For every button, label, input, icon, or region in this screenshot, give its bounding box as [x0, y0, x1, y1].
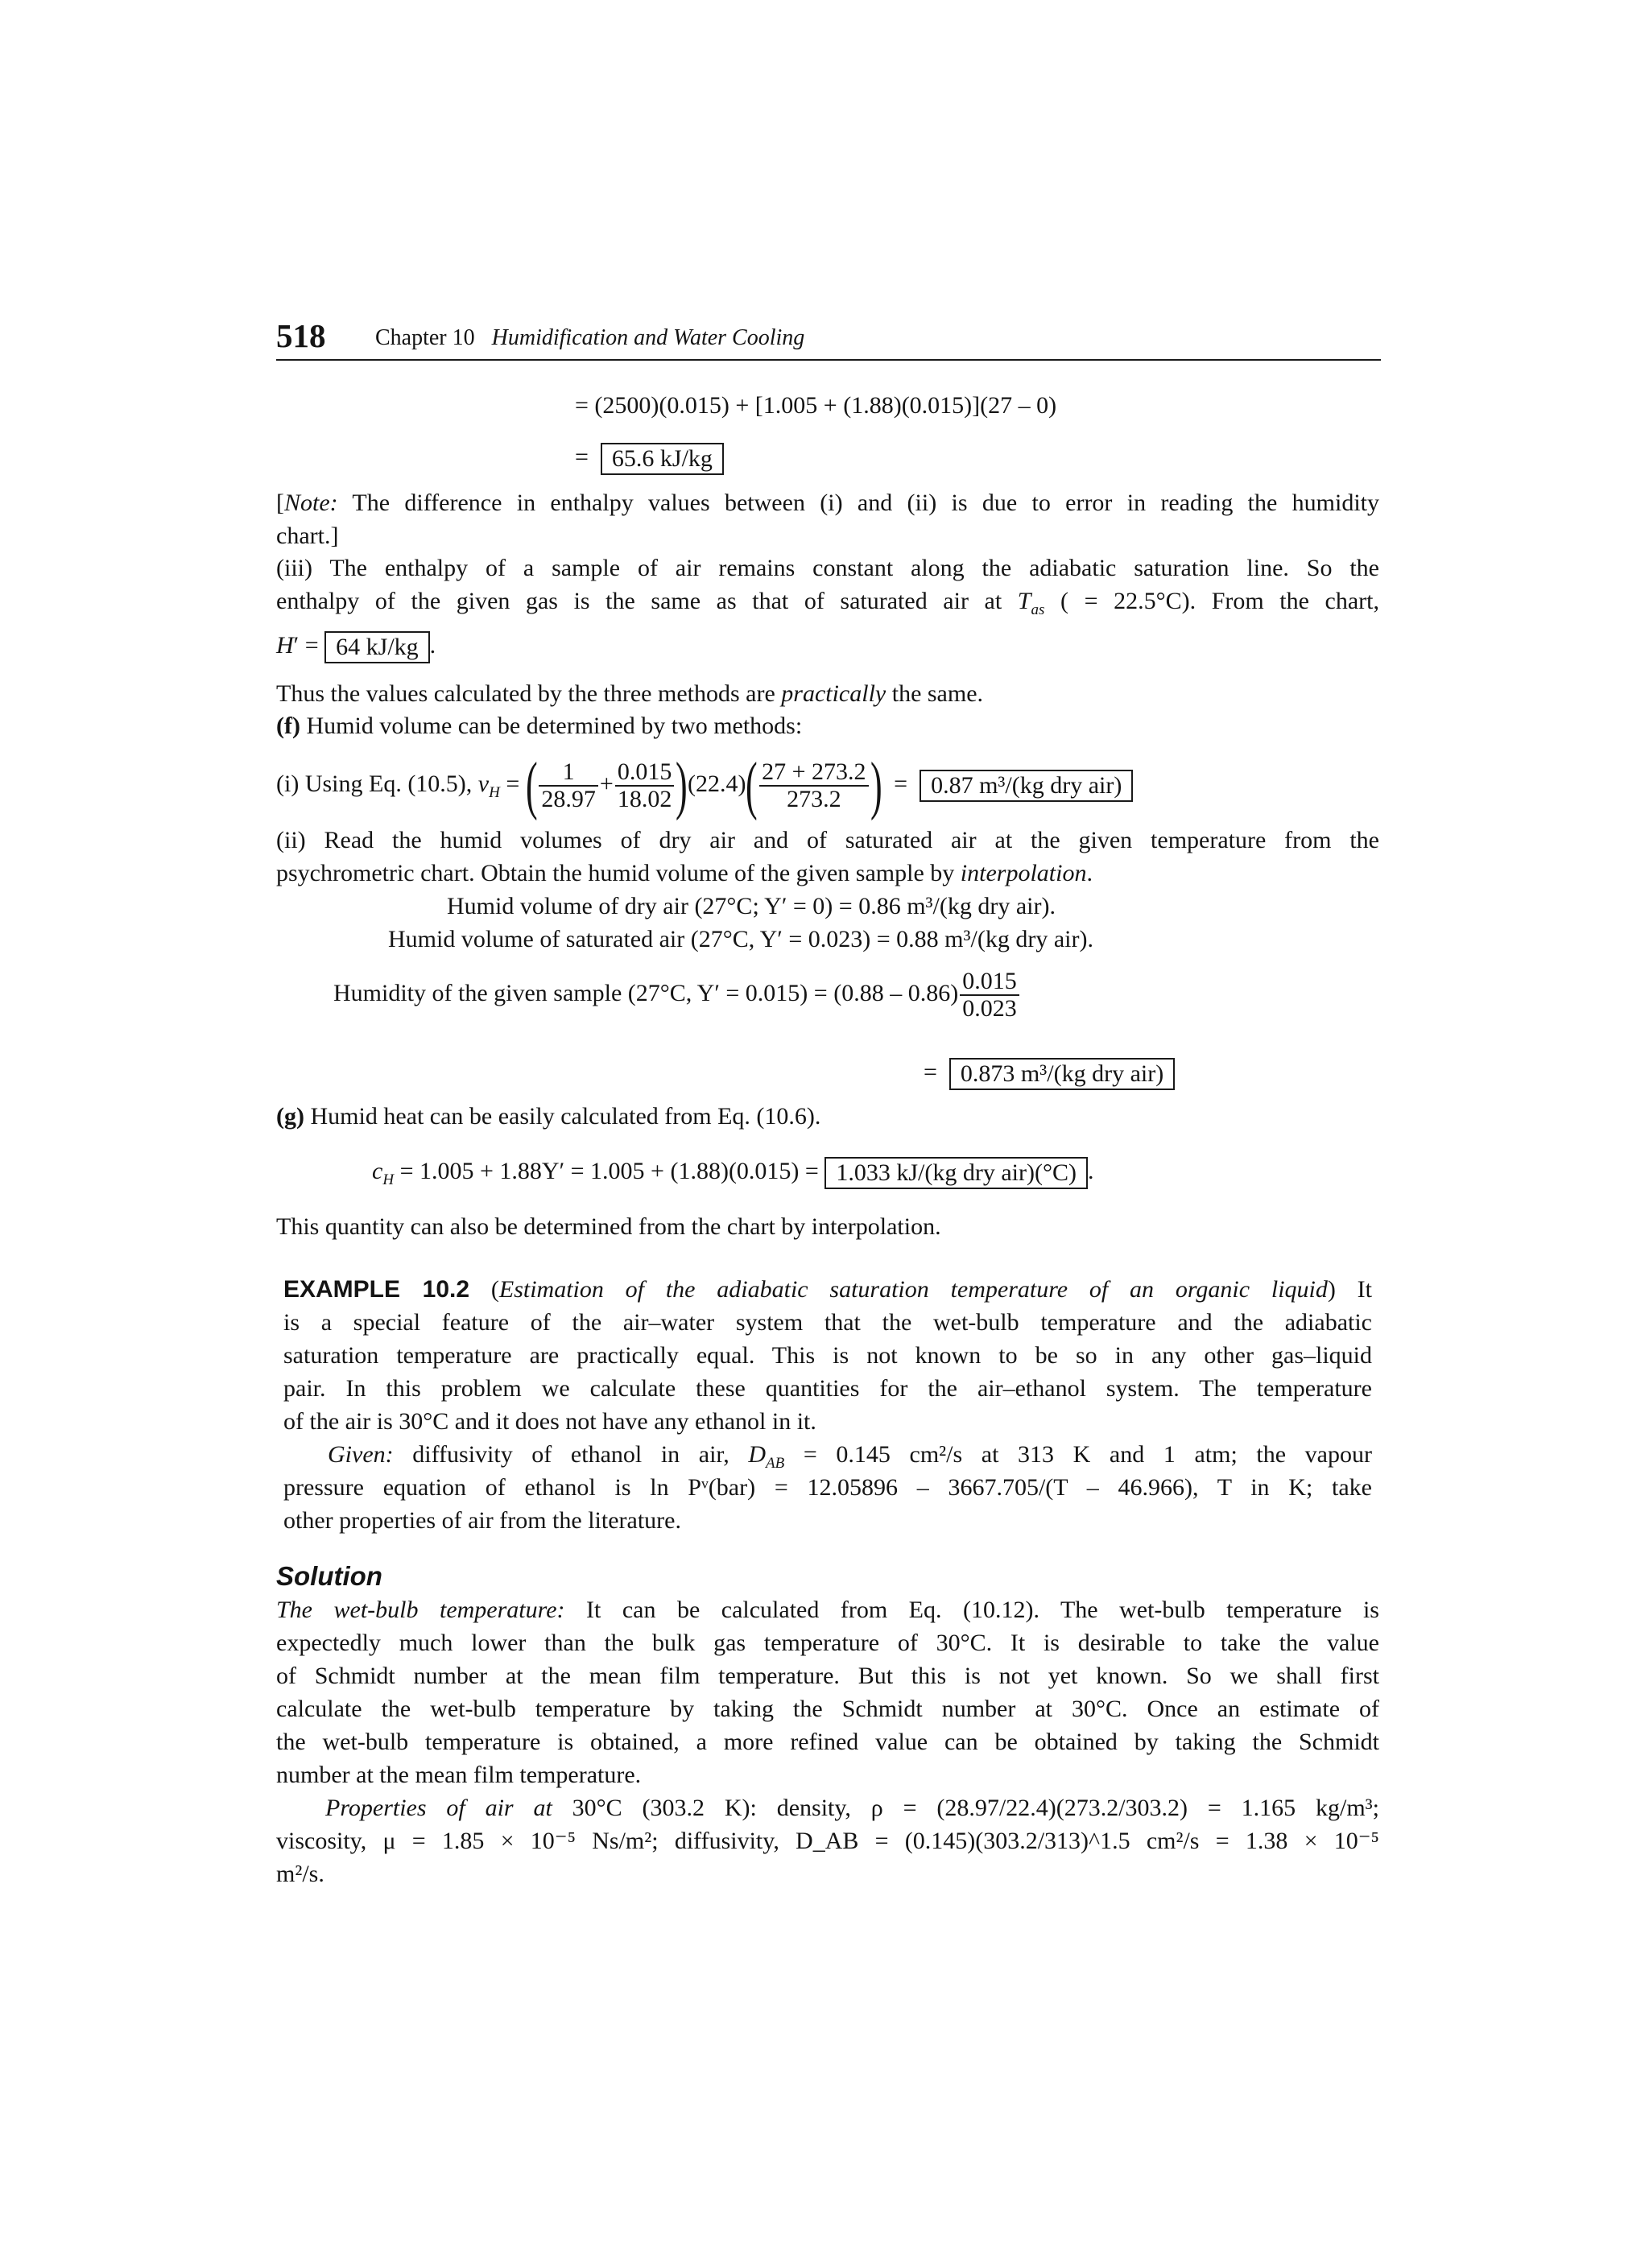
part-f-line: (f) Humid volume can be determined by two methods:: [276, 713, 803, 739]
fraction-one-over-28-97: $\frac{1}{28.97}$: [539, 759, 598, 812]
example-line-5: of the air is 30°C and it does not have any ethanol in it.: [283, 1408, 816, 1435]
chart-interpolation-line: This quantity can also be determined from the chart by interpolation.: [276, 1213, 941, 1240]
example-line-4: pair. In this problem we calculate these quantities for the air–ethanol system. The temperature: [283, 1375, 1372, 1402]
fraction-0-015-over-18-02: $\frac{0.015}{18.02}$: [615, 759, 675, 812]
page-number: 518: [276, 317, 326, 354]
example-line-2: is a special feature of the air–water system that the wet-bulb temperature and the adiabatic: [283, 1309, 1372, 1336]
note-line-1: [Note: The difference in enthalpy values between (i) and (ii) is due to error in reading the humidity: [276, 490, 1379, 516]
solution-line-5: the wet-bulb temperature is obtained, a more refined value can be obtained by taking the Schmidt: [276, 1729, 1379, 1755]
part-ii-line-2: psychrometric chart. Obtain the humid volume of the given sample by interpolation.: [276, 860, 1093, 886]
header-rule: [276, 359, 1381, 361]
humid-heat-result-box: 1.033 kJ/(kg dry air)(°C): [824, 1157, 1088, 1189]
thus-line: Thus the values calculated by the three methods are practically the same.: [276, 680, 984, 707]
example-line-3: saturation temperature are practically equal. This is not known to be so in any other gas–liquid: [283, 1342, 1372, 1369]
given-line-1: Given: diffusivity of ethanol in air, $D_{AB} = 0.145$ cm²/s at 313 K and 1 atm; the vapour: [328, 1441, 1372, 1472]
enthalpy-result-box: 65.6 kJ/kg: [601, 443, 724, 475]
part-g-line: (g) Humid heat can be easily calculated from Eq. (10.6).: [276, 1103, 821, 1130]
note-line-2: chart.]: [276, 523, 339, 549]
chapter-title: Humidification and Water Cooling: [491, 325, 805, 350]
solution-line-6: number at the mean film temperature.: [276, 1762, 642, 1788]
saturated-air-volume-line: Humid volume of saturated air (27°C, Y′ = 0.023) = 0.88 m³/(kg dry air).: [388, 926, 1093, 952]
solution-line-4: calculate the wet-bulb temperature by taking the Schmidt number at 30°C. Once an estimate of: [276, 1696, 1379, 1722]
solution-heading: Solution: [276, 1561, 382, 1591]
example-title: Estimation of the adiabatic saturation temperature of an organic liquid: [498, 1276, 1328, 1303]
enthalpy-result-line: = 65.6 kJ/kg: [575, 441, 724, 475]
example-title-line: EXAMPLE 10.2 (Estimation of the adiabatic saturation temperature of an organic liquid) It: [283, 1276, 1373, 1303]
dry-air-volume-line: Humid volume of dry air (27°C; Y′ = 0) = 0.86 m³/(kg dry air).: [447, 893, 1056, 919]
fraction-0-015-over-0-023: $\frac{0.015}{0.023}$: [960, 969, 1019, 1022]
solution-line-2: expectedly much lower than the bulk gas temperature of 30°C. It is desirable to take the value: [276, 1630, 1379, 1656]
humid-volume-equation: (i) Using Eq. (10.5), $v_H$ = ( $\frac{1}{28.97}$ + $\frac{0.015}{18.02}$ )(22.4)( $\frac{27 + 273.2}{273.2}$ ) = 0.87 m³/(kg dry air): [276, 752, 1133, 818]
part-iii-result-line: H′ = 64 kJ/kg .: [276, 630, 436, 663]
enthalpy-equation: = (2500)(0.015) + [1.005 + (1.88)(0.015)](27 – 0): [575, 392, 1057, 419]
enthalpy-chart-result-box: 64 kJ/kg: [324, 631, 430, 663]
example-label: EXAMPLE 10.2: [283, 1276, 470, 1303]
sample-volume-result-line: = 0.873 m³/(kg dry air): [924, 1056, 1175, 1090]
sample-interpolation-line: Humidity of the given sample (27°C, Y′ = 0.015) = (0.88 – 0.86) $\frac{0.015}{0.023}$: [333, 961, 1021, 1026]
properties-line-3: m²/s.: [276, 1861, 324, 1887]
running-header: [375, 324, 804, 353]
part-iii-line-2: enthalpy of the given gas is the same as that of saturated air at $T_{as}$ ( = 22.5°C). From the chart,: [276, 588, 1379, 618]
given-line-3: other properties of air from the literature.: [283, 1507, 681, 1534]
part-ii-line-1: (ii) Read the humid volumes of dry air and of saturated air at the given temperature from the: [276, 827, 1379, 853]
properties-line-1: Properties of air at 30°C (303.2 K): density, ρ = (28.97/22.4)(273.2/303.2) = 1.165 kg/m³;: [325, 1795, 1380, 1821]
solution-line-3: of Schmidt number at the mean film temperature. But this is not yet known. So we shall first: [276, 1663, 1379, 1689]
part-iii-line-1: (iii) The enthalpy of a sample of air remains constant along the adiabatic saturation line. So the: [276, 555, 1379, 581]
solution-line-1: The wet-bulb temperature: It can be calculated from Eq. (10.12). The wet-bulb temperature is: [276, 1597, 1379, 1623]
fraction-temperature-ratio: $\frac{27 + 273.2}{273.2}$: [759, 759, 868, 812]
chapter-label: Chapter 10: [375, 325, 475, 350]
properties-line-2: viscosity, μ = 1.85 × 10⁻⁵ Ns/m²; diffusivity, D_AB = (0.145)(303.2/313)^1.5 cm²/s = 1.38 × 10⁻⁵: [276, 1828, 1379, 1854]
sample-volume-result-box: 0.873 m³/(kg dry air): [949, 1058, 1175, 1090]
given-line-2: pressure equation of ethanol is ln Pᵛ(bar) = 12.05896 – 3667.705/(T – 46.966), T in K; take: [283, 1474, 1372, 1501]
humid-volume-result-box: 0.87 m³/(kg dry air): [920, 770, 1133, 802]
humid-heat-equation: $c_H = 1.005 + 1.88Y' = 1.005 + (1.88)(0.015) = 1.033$ kJ/(kg dry air)(°C) .: [372, 1158, 1094, 1188]
